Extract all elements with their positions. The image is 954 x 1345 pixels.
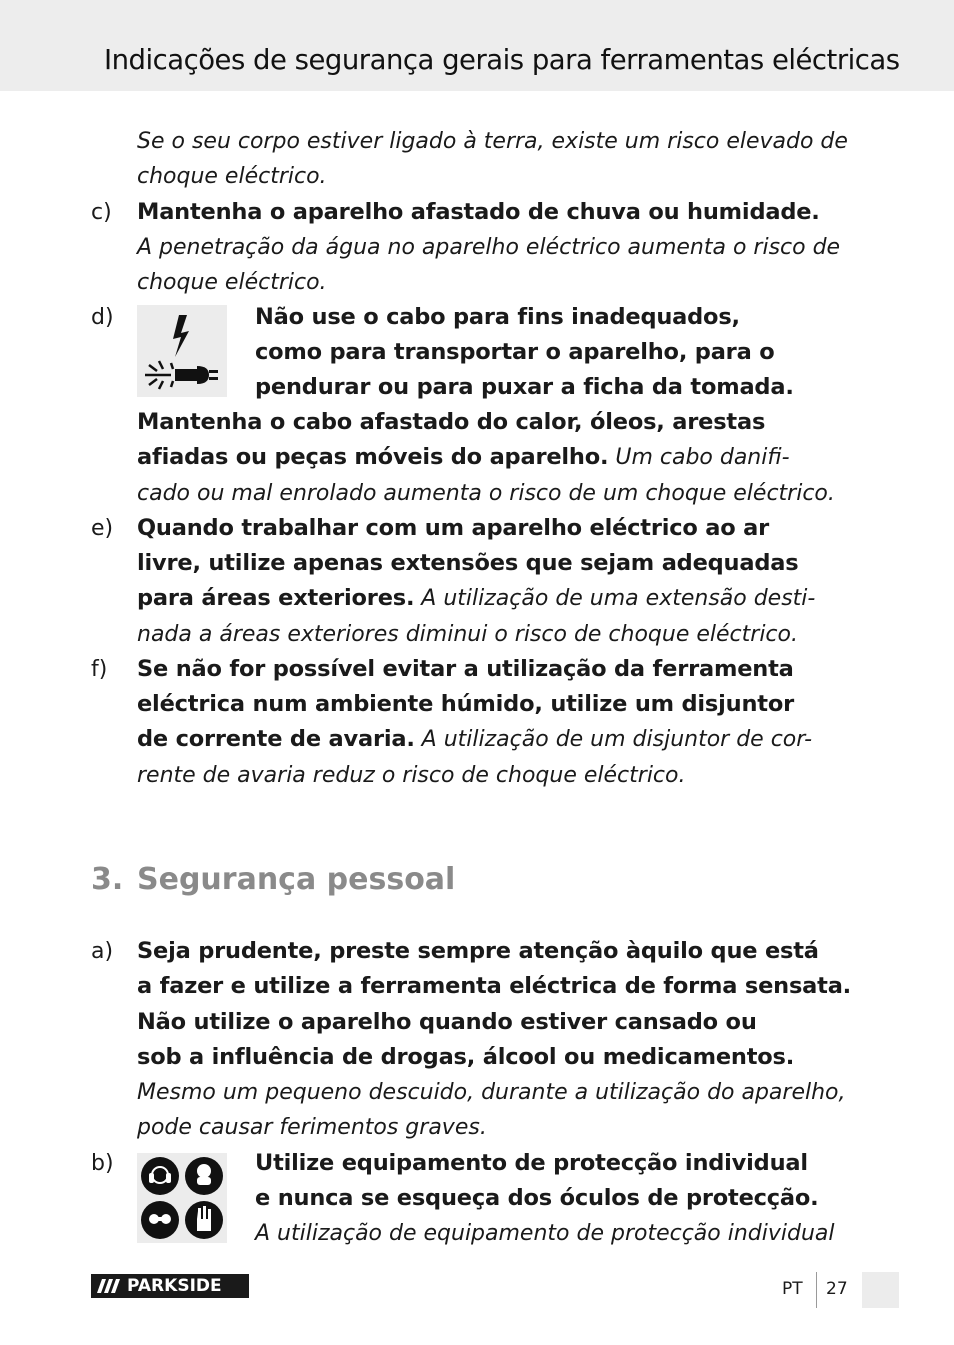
item-c-bold: Mantenha o aparelho afastado de chuva ou humidade. [137, 199, 820, 225]
item-a-text-6: pode causar ferimentos graves. [137, 1115, 487, 1140]
item-e-bold-2: livre, utilize apenas extensões que sejam adequadas [137, 550, 799, 576]
brand-name: PARKSIDE [127, 1276, 222, 1296]
item-c-label: c) [91, 200, 112, 225]
intro-line-1: Se o seu corpo estiver ligado à terra, existe um risco elevado de [137, 129, 848, 154]
page-number: 27 [826, 1279, 848, 1299]
item-f-label: f) [91, 657, 108, 682]
footer-tab-marker [862, 1272, 899, 1308]
language-code: PT [782, 1279, 803, 1299]
item-f-text-3: A utilização de um disjuntor de cor- [414, 727, 813, 752]
item-e-text-3: A utilização de uma extensão desti- [414, 586, 816, 611]
item-b-bold-2: e nunca se esqueça dos óculos de protecção. [255, 1185, 819, 1211]
section-title: Segurança pessoal [137, 862, 456, 897]
item-d-text-5: Um cabo danifi- [608, 445, 790, 470]
item-a-bold-3: Não utilize o aparelho quando estiver cansado ou [137, 1009, 757, 1035]
item-e-bold-1: Quando trabalhar com um aparelho eléctrico ao ar [137, 515, 770, 541]
intro-line-2: choque eléctrico. [137, 164, 327, 189]
brand-logo [91, 1274, 249, 1298]
item-f-text-4: rente de avaria reduz o risco de choque eléctrico. [137, 763, 686, 788]
item-c-text-2: choque eléctrico. [137, 270, 327, 295]
item-a-bold-4: sob a influência de drogas, álcool ou medicamentos. [137, 1044, 795, 1070]
item-d-bold-3: pendurar ou para puxar a ficha da tomada. [255, 374, 794, 400]
item-d-text-6: cado ou mal enrolado aumenta o risco de um choque eléctrico. [137, 481, 835, 506]
item-d-bold-2: como para transportar o aparelho, para o [255, 339, 775, 365]
item-f-bold-1: Se não for possível evitar a utilização da ferramenta [137, 656, 794, 682]
item-f-bold-3: de corrente de avaria. [137, 726, 415, 752]
item-d-bold-1: Não use o cabo para fins inadequados, [255, 304, 740, 330]
item-e-bold-3: para áreas exteriores. [137, 585, 415, 611]
page-header [0, 0, 954, 91]
protective-equipment-icon [137, 1153, 227, 1243]
item-b-text-3: A utilização de equipamento de protecção individual [255, 1221, 835, 1246]
item-e-label: e) [91, 516, 114, 541]
item-b-bold-1: Utilize equipamento de protecção individual [255, 1150, 808, 1176]
item-a-text-5: Mesmo um pequeno descuido, durante a utilização do aparelho, [137, 1080, 846, 1105]
item-f-bold-2: eléctrica num ambiente húmido, utilize um disjuntor [137, 691, 794, 717]
item-c-text-1: A penetração da água no aparelho eléctrico aumenta o risco de [137, 235, 841, 260]
footer-divider [816, 1272, 817, 1308]
item-d-line-5 [137, 440, 790, 475]
item-e-text-4: nada a áreas exteriores diminui o risco de choque eléctrico. [137, 622, 798, 647]
logo-stripes-icon [91, 1274, 127, 1298]
header-title: Indicações de segurança gerais para ferramentas eléctricas [104, 44, 900, 76]
item-d-bold-4: Mantenha o cabo afastado do calor, óleos, arestas [137, 409, 766, 435]
item-a-label: a) [91, 939, 114, 964]
item-d-bold-5: afiadas ou peças móveis do aparelho. [137, 444, 609, 470]
item-a-bold-2: a fazer e utilize a ferramenta eléctrica de forma sensata. [137, 973, 852, 999]
item-e-line-3 [137, 581, 815, 616]
item-b-label: b) [91, 1151, 114, 1176]
section-number: 3. [91, 862, 124, 897]
item-d-label: d) [91, 305, 114, 330]
item-f-line-3 [137, 722, 812, 757]
damaged-cable-warning-icon [137, 305, 227, 397]
item-a-bold-1: Seja prudente, preste sempre atenção àquilo que está [137, 938, 819, 964]
